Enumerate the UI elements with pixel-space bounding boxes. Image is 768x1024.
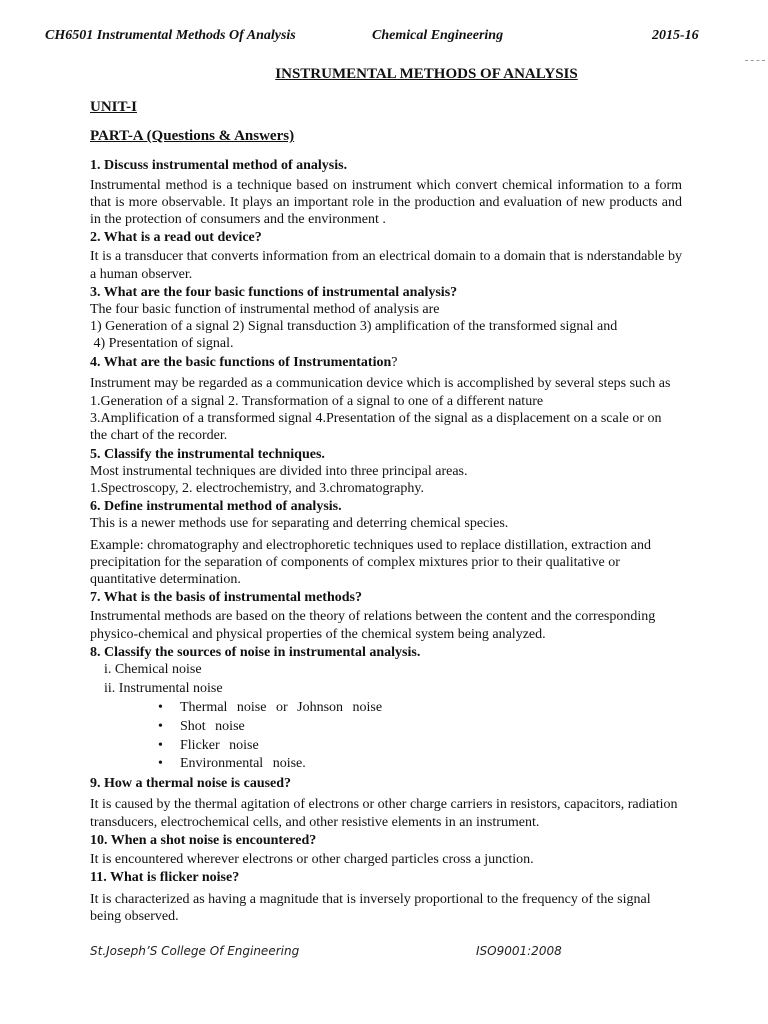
list-item: • Shot noise <box>180 718 682 737</box>
answer-text: It is caused by the thermal agitation of electrons or other charge carriers in resistors, capacitors, radiation transducers, electrochemical cells, and other resistive elements in an instrument. <box>90 797 678 830</box>
answer-text: 1.Spectroscopy, 2. electrochemistry, and 3.chromatography. <box>90 481 424 497</box>
answer-text: Most instrumental techniques are divided into three principal areas. <box>90 463 468 479</box>
answer-text: 1.Generation of a signal 2. Transformation of a signal to one of a different nature <box>90 394 544 410</box>
question-heading: 10. When a shot noise is encountered? <box>90 832 317 848</box>
noise-category: i. Chemical noise <box>104 662 202 678</box>
answer-text: Instrumental methods are based on the theory of relations between the content and the corresponding physico-chemical and physical properties of the chemical system being analyzed. <box>90 609 656 642</box>
list-item: • Flicker noise <box>180 737 682 756</box>
answer-text: Example: chromatography and electrophoretic techniques used to replace distillation, extraction and precipitation for the separation of components of complex mixtures prior to their qualitative or quantitative determination. <box>90 537 651 588</box>
list-item: • Environmental noise. <box>180 755 682 774</box>
margin-mark <box>745 60 765 62</box>
question-heading: 8. Classify the sources of noise in instrumental analysis. <box>90 644 421 660</box>
document-title: INSTRUMENTAL METHODS OF ANALYSIS <box>275 66 578 82</box>
answer-text: 4) Presentation of signal. <box>90 336 234 352</box>
header-course: CH6501 Instrumental Methods Of Analysis <box>45 28 296 43</box>
question-heading: 4. What are the basic functions of Instrumentation? <box>90 354 398 370</box>
answer-text: 3.Amplification of a transformed signal 4.Presentation of the signal as a displacement on a scale or on the chart of the recorder. <box>90 411 662 444</box>
answer-text: It is encountered wherever electrons or other charged particles cross a junction. <box>90 852 534 868</box>
question-heading: 2. What is a read out device? <box>90 230 262 246</box>
question-heading: 11. What is flicker noise? <box>90 870 240 886</box>
answer-text: Instrument may be regarded as a communication device which is accomplished by several steps such as <box>90 375 671 391</box>
document-body <box>90 99 682 926</box>
answer-text: Instrumental method is a technique based on instrument which convert chemical information to a form that is more observable. It plays an important role in the production and evaluation of new products and in the protection of consumers and the environment . <box>90 177 682 228</box>
question-heading: 5. Classify the instrumental techniques. <box>90 446 325 462</box>
question-heading: 6. Define instrumental method of analysis. <box>90 499 342 515</box>
footer-iso: ISO9001:2008 <box>476 944 562 958</box>
answer-text: This is a newer methods use for separating and deterring chemical species. <box>90 516 509 532</box>
footer-college: St.Joseph’S College Of Engineering <box>90 944 300 958</box>
list-item: • Thermal noise or Johnson noise <box>180 699 682 718</box>
noise-category: ii. Instrumental noise <box>104 680 223 696</box>
header-department: Chemical Engineering <box>372 28 504 43</box>
answer-text: 1) Generation of a signal 2) Signal transduction 3) amplification of the transformed signal and <box>90 319 618 335</box>
page-header <box>0 28 768 48</box>
answer-text: The four basic function of instrumental method of analysis are <box>90 302 440 318</box>
answer-text: It is a transducer that converts information from an electrical domain to a domain that is nderstandable by a human observer. <box>90 249 682 282</box>
unit-heading: UNIT-I <box>90 99 137 115</box>
question-heading: 9. How a thermal noise is caused? <box>90 776 292 792</box>
header-year: 2015-16 <box>652 28 699 43</box>
noise-list <box>90 699 682 774</box>
part-heading: PART-A (Questions & Answers) <box>90 128 295 145</box>
question-heading: 3. What are the four basic functions of instrumental analysis? <box>90 284 458 300</box>
page-footer <box>0 944 768 964</box>
question-heading: 7. What is the basis of instrumental methods? <box>90 590 362 606</box>
question-heading: 1. Discuss instrumental method of analysis. <box>90 158 348 174</box>
answer-text: It is characterized as having a magnitude that is inversely proportional to the frequency of the signal being observed. <box>90 891 651 924</box>
